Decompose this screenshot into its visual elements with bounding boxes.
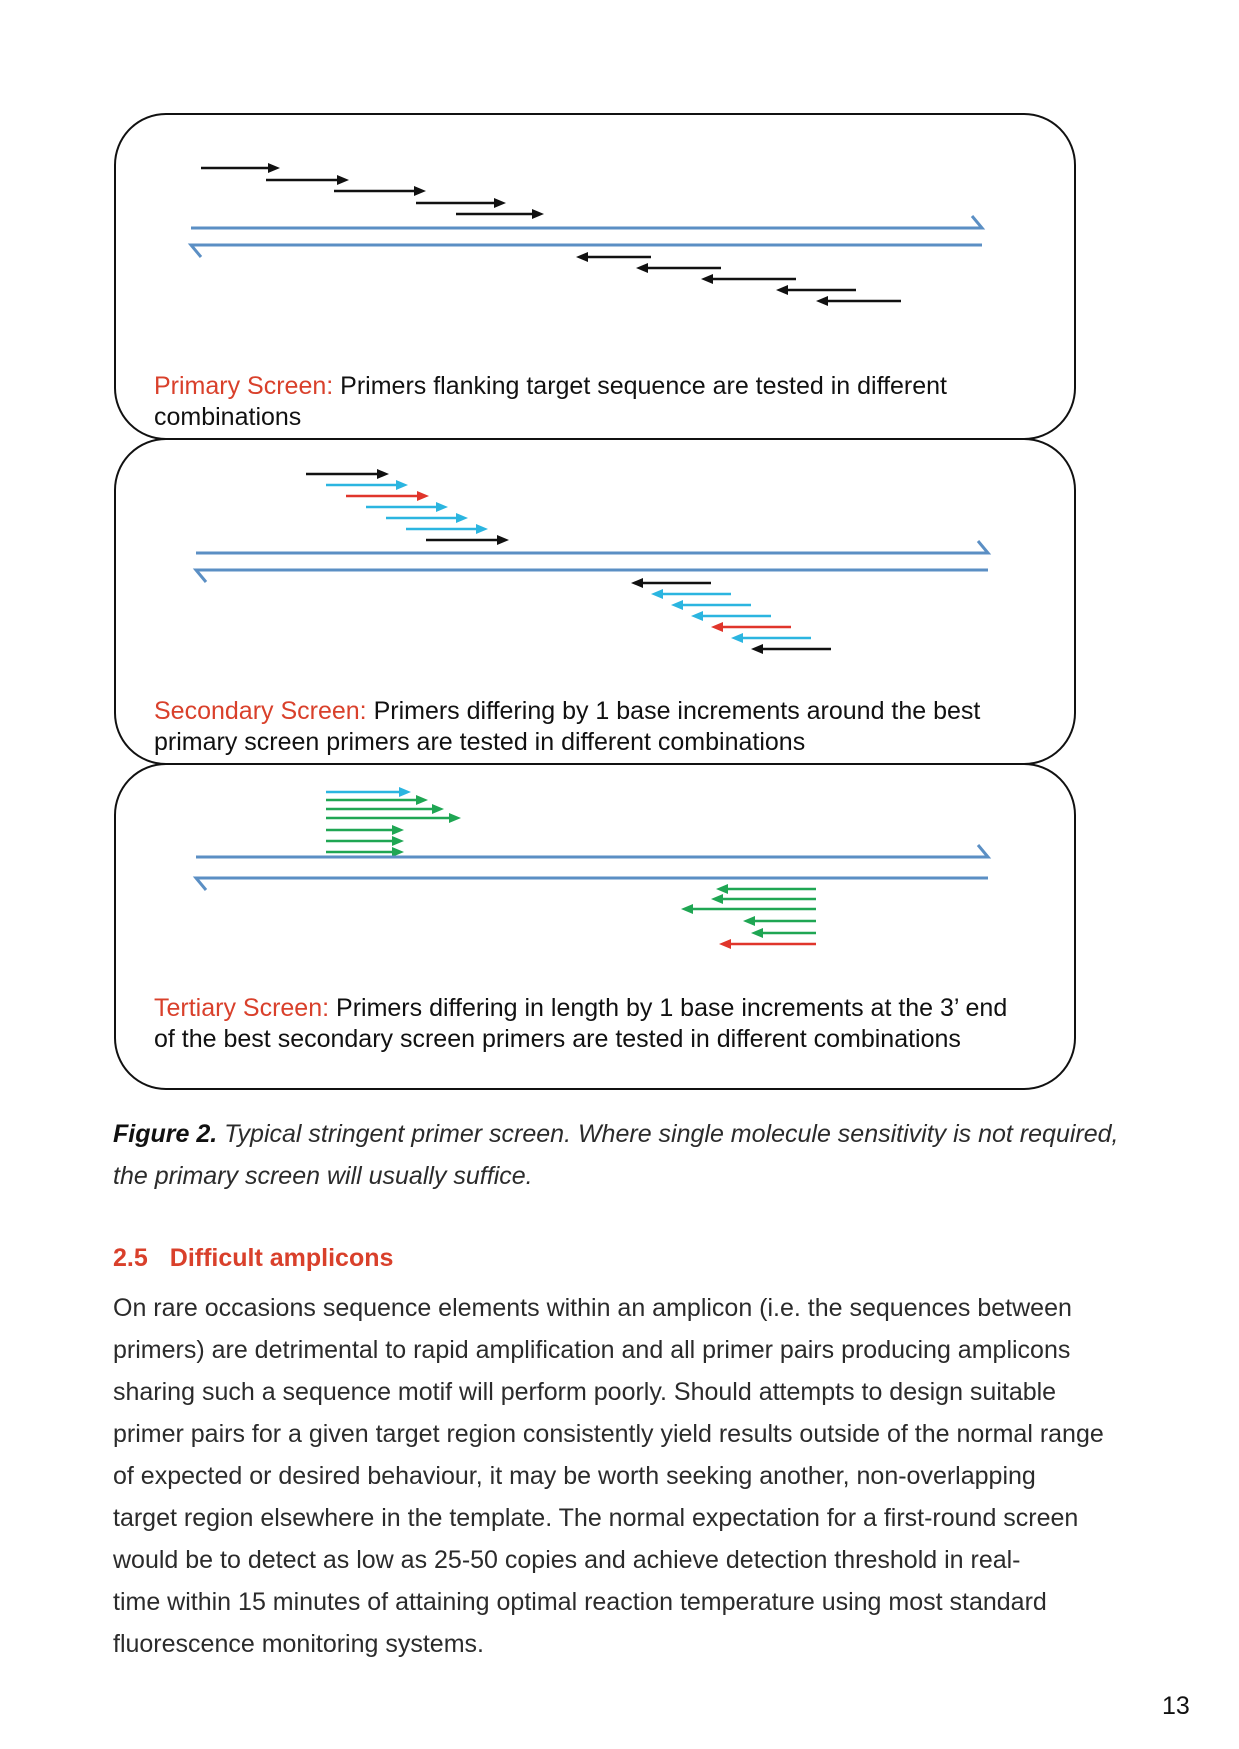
reverse-primer-arrow (719, 939, 816, 949)
reverse-primer-arrow (631, 578, 711, 588)
reverse-primer-arrow (751, 644, 831, 654)
reverse-primer-arrow (731, 633, 811, 643)
reverse-primer-arrow (681, 904, 816, 914)
tertiary-screen-label: Tertiary Screen: (154, 994, 330, 1022)
primary-screen-label: Primary Screen: (154, 372, 334, 400)
forward-primer-arrow (406, 524, 488, 534)
reverse-primer-arrow (711, 622, 791, 632)
template-dna-strands (196, 845, 988, 890)
forward-primer-arrow (266, 175, 349, 185)
forward-primer-arrow (346, 491, 429, 501)
section-body: On rare occasions sequence elements within an amplicon (i.e. the sequences between primers) are detrimental to rapid amplification and all primer pairs producing amplicons sharing such a sequence motif will perform poorly. Should attempts to design suitable primer pairs for a given target region consistently yield results outside of the normal range of expected or desired behaviour, it may be worth seeking another, non-overlapping target region elsewhere in the template. The normal expectation for a first-round screen would be to detect as low as 25-50 copies and achieve detection threshold in real- time within 15 minutes of attaining optimal reaction temperature using most standard fluorescence monitoring systems. (113, 1294, 1104, 1658)
secondary-screen-caption (154, 696, 1034, 758)
figure-caption (113, 1113, 1133, 1197)
figure-caption-text: Typical stringent primer screen. Where single molecule sensitivity is not required, the primary screen will usually suffice. (113, 1120, 1119, 1190)
reverse-primer-arrow (816, 296, 901, 306)
forward-primer-arrow (326, 787, 411, 797)
section-heading (113, 1244, 393, 1273)
forward-strand (196, 541, 988, 553)
forward-primer-arrow (426, 535, 509, 545)
forward-primer-arrow (366, 502, 448, 512)
forward-primer-arrow (201, 163, 280, 173)
forward-primer-arrow (334, 186, 426, 196)
reverse-primer-arrow (701, 274, 796, 284)
reverse-primer-arrow (671, 600, 751, 610)
reverse-primer-arrow (776, 285, 856, 295)
reverse-primer-arrow (691, 611, 771, 621)
forward-primer-arrow (326, 836, 404, 846)
forward-strand (191, 216, 982, 228)
reverse-strand (196, 878, 988, 890)
reverse-primer-arrow (716, 884, 816, 894)
reverse-primer-arrow (636, 263, 721, 273)
reverse-primer-arrow (651, 589, 731, 599)
tertiary-screen-caption (154, 993, 1034, 1055)
tertiary-screen-panel (114, 763, 1076, 1090)
forward-primer-arrow (416, 198, 506, 208)
forward-primer-arrow (326, 813, 461, 823)
secondary-screen-description: Primers differing by 1 base increments around the best primary screen primers are tested in different combinations (154, 697, 981, 756)
forward-primer-arrow (456, 209, 544, 219)
reverse-primer-arrow (743, 916, 816, 926)
section-title: Difficult amplicons (169, 1244, 394, 1272)
reverse-primer-arrow (711, 894, 816, 904)
forward-primer-arrow (326, 804, 444, 814)
forward-primer-arrow (326, 795, 428, 805)
template-dna-strands (191, 216, 982, 257)
reverse-primer-arrow (576, 252, 651, 262)
reverse-primer-arrow (751, 928, 816, 938)
page-number: 13 (1162, 1692, 1190, 1720)
forward-primer-arrow (326, 825, 404, 835)
template-dna-strands (196, 541, 988, 582)
section-number: 2.5 (113, 1244, 148, 1272)
forward-primer-arrow (306, 469, 389, 479)
primary-screen-caption (154, 371, 1034, 433)
primary-screen-panel (114, 113, 1076, 440)
tertiary-screen-description: Primers differing in length by 1 base increments at the 3’ end of the best secondary screen primers are tested in different combinations (154, 994, 1008, 1053)
forward-strand (196, 845, 988, 857)
secondary-screen-panel (114, 438, 1076, 765)
secondary-screen-label: Secondary Screen: (154, 697, 367, 725)
reverse-strand (196, 570, 988, 582)
figure-caption-label: Figure 2. (113, 1120, 218, 1148)
forward-primer-arrow (386, 513, 468, 523)
primary-screen-description: Primers flanking target sequence are tested in different combinations (154, 372, 947, 431)
forward-primer-arrow (326, 480, 408, 490)
